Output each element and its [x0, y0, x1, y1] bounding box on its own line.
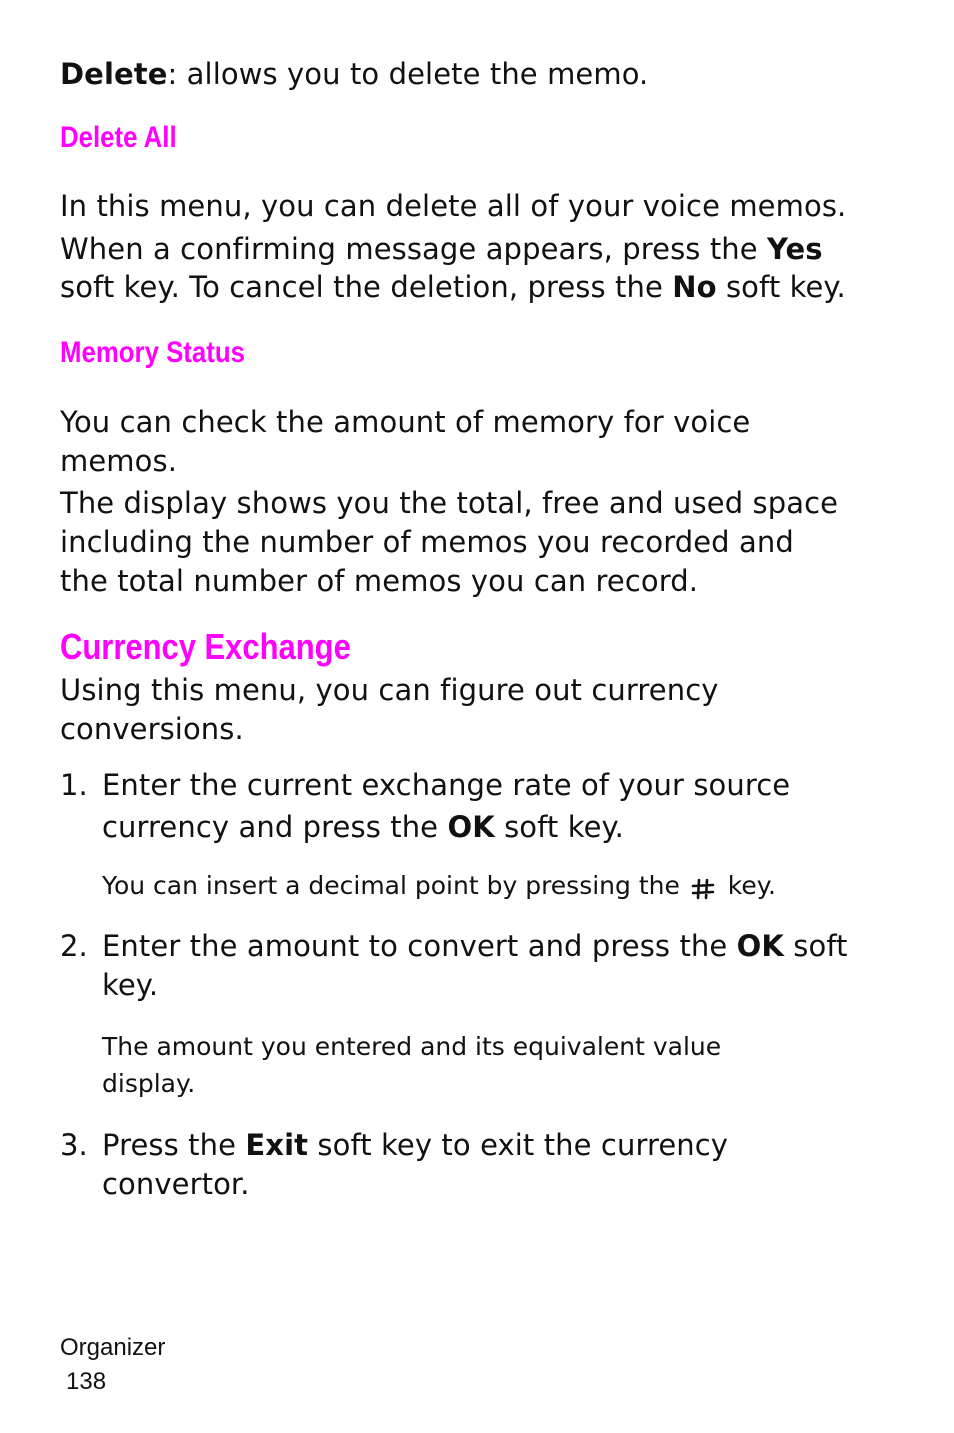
hash-icon — [690, 876, 716, 902]
step-3-line-1-end: soft key to exit the currency — [308, 1128, 729, 1162]
step-3-number: 3. — [60, 1128, 88, 1162]
delete-text: : allows you to delete the memo. — [167, 57, 649, 91]
memory-status-p1-line-2: memos. — [60, 444, 178, 478]
memory-status-heading: Memory Status — [60, 336, 245, 369]
delete-label: Delete — [60, 57, 168, 91]
delete-all-heading: Delete All — [60, 121, 177, 154]
delete-all-line-3 — [60, 268, 846, 307]
step-2-line-1 — [102, 927, 848, 966]
page-number: 138 — [66, 1368, 107, 1395]
memory-status-p2-line-3: the total number of memos you can record. — [60, 564, 699, 598]
currency-intro-line-1: Using this menu, you can figure out currency — [60, 673, 719, 707]
step-1-line-2-end: soft key. — [494, 810, 624, 844]
footer-section-name: Organizer — [60, 1334, 166, 1361]
ok-key-label: OK — [447, 810, 495, 844]
ok-key-label: OK — [736, 929, 784, 963]
delete-all-line-2-text: When a confirming message appears, press the — [60, 232, 768, 266]
step-1-line-2 — [102, 808, 624, 847]
step-1-note-text: You can insert a decimal point by pressing the — [102, 871, 680, 900]
currency-exchange-heading: Currency Exchange — [60, 626, 351, 667]
step-3-line-2: convertor. — [102, 1167, 250, 1201]
step-2-note-line-2: display. — [102, 1069, 196, 1098]
step-2-line-1-text: Enter the amount to convert and press the — [102, 929, 737, 963]
memory-status-p1-line-1: You can check the amount of memory for voice — [60, 405, 751, 439]
step-2-line-1-end: soft — [783, 929, 848, 963]
delete-all-line-1: In this menu, you can delete all of your voice memos. — [60, 189, 847, 223]
delete-description — [60, 55, 648, 94]
step-2-number: 2. — [60, 929, 88, 963]
currency-intro-line-2: conversions. — [60, 712, 244, 746]
step-3-line-1-text: Press the — [102, 1128, 246, 1162]
step-1-line-2-text: currency and press the — [102, 810, 448, 844]
delete-all-line-3-end: soft key. — [716, 270, 846, 304]
delete-all-line-3-text: soft key. To cancel the deletion, press the — [60, 270, 673, 304]
memory-status-p2-line-2: including the number of memos you recorded and — [60, 525, 794, 559]
memory-status-p2-line-1: The display shows you the total, free and used space — [60, 486, 839, 520]
step-2-note-line-1: The amount you entered and its equivalent value — [102, 1032, 722, 1061]
step-1-number: 1. — [60, 768, 88, 802]
step-1-note — [102, 867, 776, 904]
step-1-note-end: key. — [727, 871, 776, 900]
yes-key-label: Yes — [767, 232, 823, 266]
step-1-line-1: Enter the current exchange rate of your source — [102, 768, 791, 802]
no-key-label: No — [672, 270, 717, 304]
exit-key-label: Exit — [245, 1128, 309, 1162]
step-2-line-2: key. — [102, 968, 159, 1002]
step-3-line-1 — [102, 1126, 728, 1165]
delete-all-line-2 — [60, 230, 823, 269]
